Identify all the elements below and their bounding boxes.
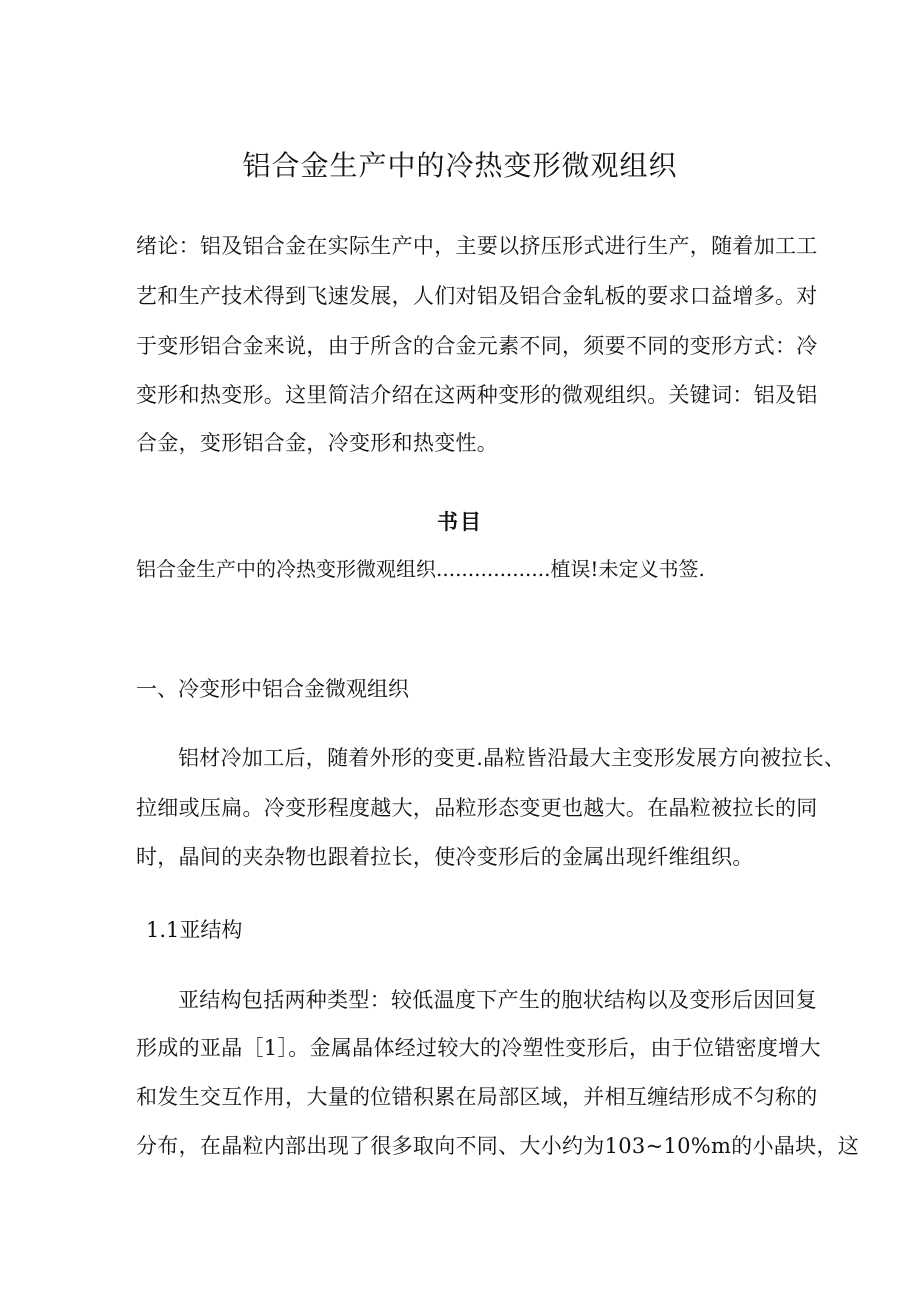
section-heading: 一、冷变形中铝合金微观组织 — [136, 677, 409, 701]
abstract-line: 艺和生产技术得到飞速发展，人们对铝及铝合金轧板的要求口益增多。对 — [136, 284, 818, 308]
subsection-heading: 1.1亚结构 — [146, 918, 243, 942]
abstract-line: 于变形铝合金来说，由于所含的合金元素不同，须要不同的变形方式：冷 — [136, 334, 818, 358]
toc-entry[interactable]: 铝合金生产中的冷热变形微观组织..................植误!未定义书签. — [136, 557, 705, 581]
abstract-line: 绪论：铝及铝合金在实际生产中，主要以挤压形式进行生产，随着加工工 — [136, 234, 818, 258]
toc-heading: 书目 — [437, 510, 483, 534]
paragraph-line: 亚结构包括两种类型：较低温度下产生的胞状结构以及变形后因回复 — [178, 988, 817, 1012]
paragraph-line: 形成的亚晶［1］。金属晶体经过较大的冷塑性变形后，由于位错密度增大 — [136, 1036, 821, 1060]
paragraph-line: 铝材冷加工后，随着外形的变更.晶粒皆沿最大主变形发展方向被拉长、 — [178, 746, 846, 770]
abstract-line: 合金，变形铝合金，冷变形和热变性。 — [136, 431, 499, 455]
abstract-line: 变形和热变形。这里简洁介绍在这两种变形的微观组织。关键词：铝及铝 — [136, 383, 818, 407]
paragraph-line: 时，晶间的夹杂物也跟着拉长，使冷变形后的金属出现纤维组织。 — [136, 845, 754, 869]
paragraph-line: 分布，在晶粒内部出现了很多取向不同、大小约为103~10%m的小晶块，这 — [136, 1134, 860, 1158]
paragraph-line: 拉细或压扁。冷变形程度越大，品粒形态变更也越大。在晶粒被拉长的同 — [136, 796, 818, 820]
paragraph-line: 和发生交互作用，大量的位错积累在局部区域，并相互缠结形成不匀称的 — [136, 1085, 818, 1109]
document-title: 铝合金生产中的冷热变形微观组织 — [242, 149, 678, 182]
